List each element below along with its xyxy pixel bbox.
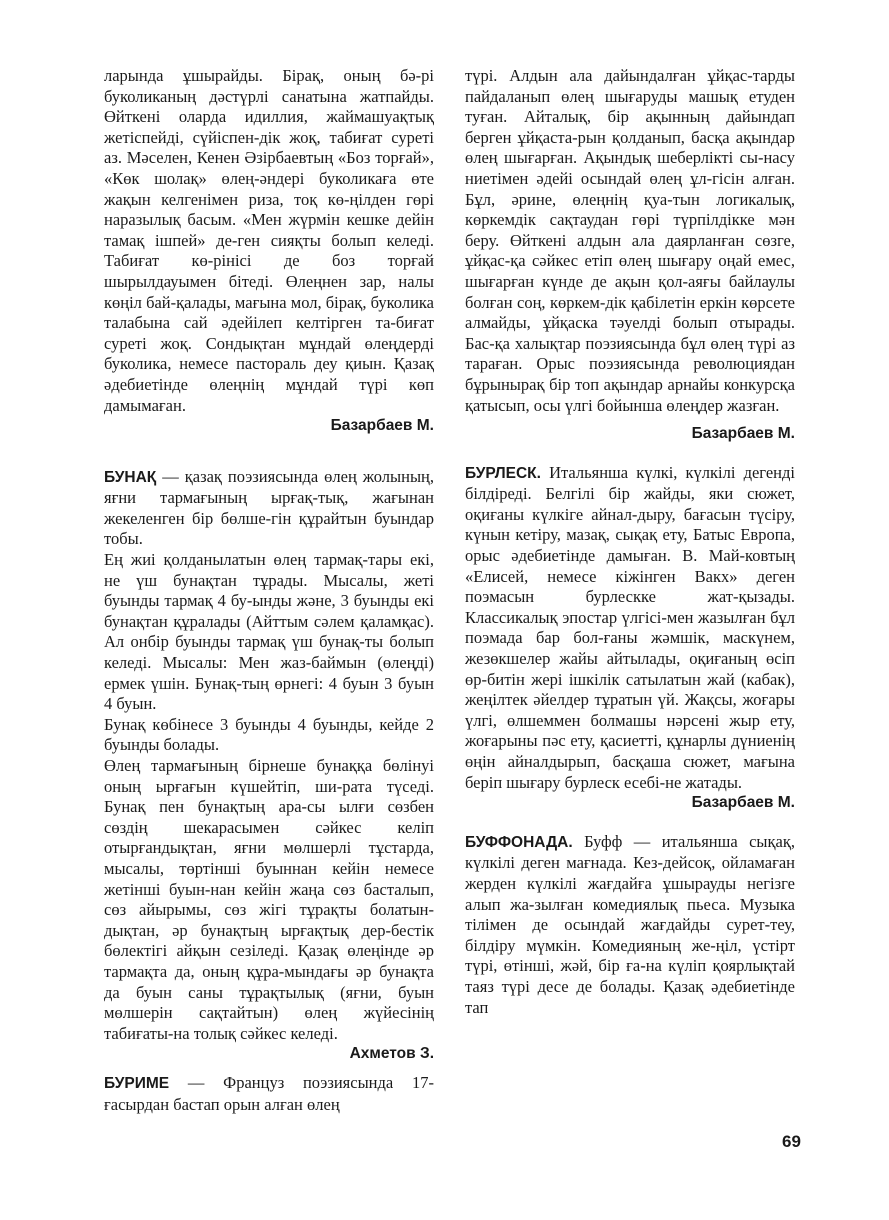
entry-text: Француз поэзиясында 17-ғасырдан бастап орын алған өлең xyxy=(104,1072,434,1114)
entry-text: қазақ поэзиясында өлең жолының, яғни тармағының ырғақ-тық, жағынан жекеленген бір бөлше-гін құрайтын буындар тобы. xyxy=(104,466,435,549)
spacer xyxy=(104,437,434,467)
author-signature: Базарбаев М. xyxy=(691,425,795,443)
entry-headword: БУРЛЕСК. xyxy=(465,464,541,482)
entry-text: Итальянша күлкі, күлкілі дегенді білдіреді. Белгілі бір жайды, яки сюжет, оқиғаны күлкіге айнал-дыру, бағасын түсіру, күнын кетіру, мазақ, сықақ ету, Батыс Европа, орыс әдебиетінде дамыған. В. Май-ковтың «Елисей, немесе кіжінген Вакх» деген поэмасын бурлескке жат-қызады. Классикалық эпостар үлгісі-мен жазылған бұл поэмада бар бол-ғаны жәмшік, маскүнем, жезөкшелер жайы айтылады, оқиғаның өсіп өр-битін жері ішкілік сатылатын жай (кабак), жеңілтек әйелдер тұратын үй. Жақсы, жоғары үлгі, өлшеммен болмашы нәрсені жыр ету, жоғарыны пәс ету, қасиетті, құнарлы дүниенің өңін айналдырып, басқаша сюжет, мағына беріп шығару бурлеск есебі-не жатады. xyxy=(465,462,795,792)
author-signature: Ахметов З. xyxy=(349,1045,434,1063)
entry-burime-paragraph xyxy=(104,1073,434,1115)
intro-paragraph: ларында ұшырайды. Бірақ, оның бә-рі буколиканың дәстүрлі санатына жатпайды. Өйткені оларда идиллия, жаймашуақтық жетіспейді, сүйіспен-дік жоқ, табиғат суреті аз. Мәселен, Кенен Әзірбаевтың «Боз торғай», «Көк шолақ» өлең-əндері буколикаға өте жақын келгенімен риза, тоқ кө-ңілден гөрі наразылық басым. «Мен жүрмін кешке дейін тамақ ішпей» де-ген сияқты болып келеді. Табиғат кө-рінісі де боз торғай шырылдауымен бітеді. Өлеңнен зар, налы көңіл бай-қалады, мағына мол, бірақ, буколика талабына сай әдейілеп келтірген та-биғат суреті жоқ. Сондықтан мұндай өлеңдерді буколика, немесе пастораль деу қиын. Қазақ әдебиетінде өлеңнің мұндай түрі көп дамымаған. xyxy=(104,66,434,415)
entry-dash: — xyxy=(169,1072,224,1092)
left-column xyxy=(104,66,434,1115)
entry-bunak-paragraph-3: Бунақ көбінесе 3 буынды 4 буынды, кейде 2 буынды болады. xyxy=(104,714,434,755)
entry-buffonada-paragraph xyxy=(465,832,795,1018)
entry-dash: — xyxy=(156,466,185,486)
entry-headword: БУНАҚ xyxy=(104,468,157,486)
spacer xyxy=(104,1065,434,1073)
right-column xyxy=(465,66,795,1018)
entry-bunak-paragraph xyxy=(104,467,434,550)
burime-continuation: түрі. Алдын ала дайындалған ұйқас-тарды пайдаланып өлең шығаруды машық етуден туған. Айталық, бір ақынның дайындап берген ұйқаста-рын қолданып, басқа ақындар өлең шығарған. Ақындық шеберлікті сы-насу ниетімен әдейі осындай өлең ұл-гісін алған. Бұл, әрине, өлеңнің қуа-тын логикалық, көркемдік сақтаудан гөрі түрпілдікке мән беру. Өйткені алдын ала даярланған сөзге, ұйқас-қа сәйкес етіп өлең шығару оңай емес, шығарған күнде де ақын қол-аяғы байлаулы болған соң, көркем-дік қабілетін еркін көрсете алмайды, ұйқаска тәуелді болып отырады. Бас-қа халықтар поэзиясында бұл өлең түрі аз тараған. Орыс поэзиясында революциядан бұрынырақ бір топ ақындар арнайы конкурсқа қатысып, осы үлгі бойынша өлеңдер жазған. xyxy=(465,66,795,415)
spacer xyxy=(465,814,795,832)
spacer xyxy=(465,445,795,463)
page-number: 69 xyxy=(782,1132,801,1151)
entry-burlesk-paragraph xyxy=(465,463,795,794)
author-signature: Базарбаев М. xyxy=(330,417,434,435)
entry-text: Буфф — итальянша сықақ, күлкілі деген мағнада. Кез-дейсоқ, ойламаған жерден күлкілі жағдайға ұшырауды негізге алып жа-зылған комедиялық пьеса. Музыка тілімен де осындай жағдайды сурет-теу, білдіру мүмкін. Комедияның же-ңіл, үстірт түрі, өтінші, жәй, бір ға-на күліп қоярлықтай таяз түрі десе де болады. Қазақ әдебиетінде тап xyxy=(465,831,795,1017)
entry-bunak-paragraph-4: Өлең тармағының бірнеше бунаққа бөлінуі оның ырғағын күшейтіп, ши-рата түседі. Бунақ пен бунақтың ара-сы ылғи сөзбен сөздің шекарасымен сәйкес келіп отырғандықтан, яғни мөлшерлі тұстарда, мысалы, төртінші буыннан кейін немесе жетінші буын-нан кейін жаңа сөз басталып, сөз айырымы, сөз жігі тұрақты болатын-дықтан, әр бунақтың ырғақтық дер-бестік бөлектігі айқын сезіледі. Қазақ өлеңінде әр тармақта да, оның құра-мындағы әр бунақта да буын саны тұрақтылық (яғни, буын мөлшерін сақтайтын) өлең жүйесінің табиғаты-на толық сәйкес келеді. xyxy=(104,756,434,1043)
author-signature: Базарбаев М. xyxy=(691,794,795,812)
entry-headword: БУРИМЕ xyxy=(104,1074,170,1092)
entry-headword: БУФФОНАДА. xyxy=(465,833,573,851)
spacer xyxy=(465,416,795,424)
entry-bunak-paragraph-2: Ең жиі қолданылатын өлең тармақ-тары екі, не үш бунақтан тұрады. Мысалы, жеті буынды тармақ 4 бу-ынды және, 3 буынды екі бунақтан құралады (Айттым сәлем қаламқас). Ал онбір буынды тармақ үш бунақ-ты болып келеді. Мысалы: Мен жаз-баймын (өлеңді) ермек үшін. Бунақ-тың өрнегі: 4 буын 3 буын 4 буын. xyxy=(104,550,434,714)
